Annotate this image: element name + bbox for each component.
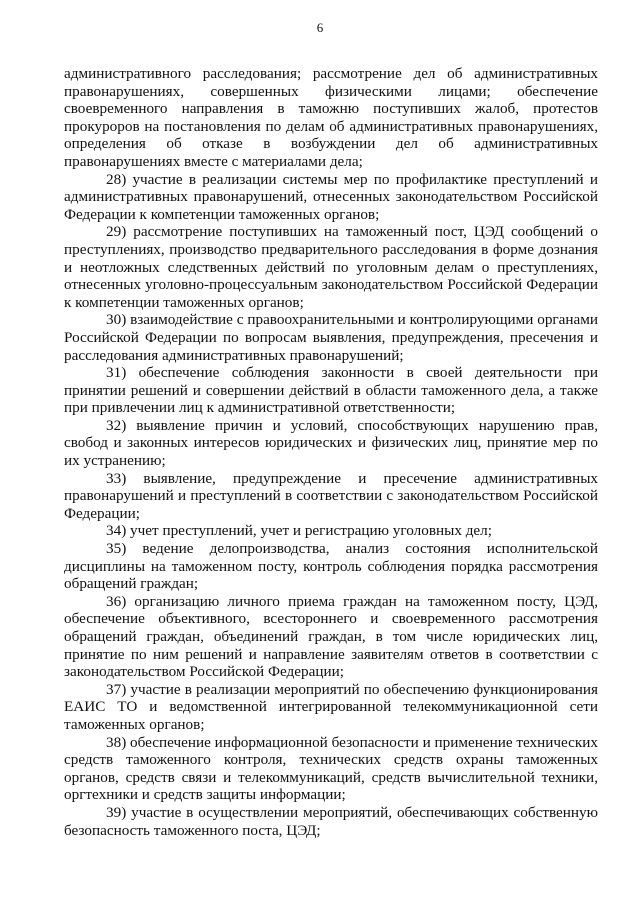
paragraph-item-28: 28) участие в реализации системы мер по профилактике преступлений и административных правонарушений, отнесенных законодательством Российской Федерации к компетенции таможенных органов; <box>64 170 598 223</box>
paragraph-item-39: 39) участие в осуществлении мероприятий, обеспечивающих собственную безопасность таможенного поста, ЦЭД; <box>64 803 598 839</box>
paragraph-item-38: 38) обеспечение информационной безопасности и применение технических средств таможенного контроля, технических средств охраны таможенных органов, средств связи и телекоммуникаций, средств вычислительной техники, оргтехники и средств защиты информации; <box>64 733 598 804</box>
document-body <box>64 65 598 839</box>
paragraph-item-34: 34) учет преступлений, учет и регистрацию уголовных дел; <box>106 522 492 540</box>
paragraph-item-33: 33) выявление, предупреждение и пресечение административных правонарушений и преступлений в соответствии с законодательством Российской Федерации; <box>64 469 598 522</box>
paragraph-item-37: 37) участие в реализации мероприятий по обеспечению функционирования ЕАИС ТО и ведомственной интегрированной телекоммуникационной сети таможенных органов; <box>64 680 598 733</box>
paragraph-item-32: 32) выявление причин и условий, способствующих нарушению прав, свобод и законных интересов юридических и физических лиц, принятие мер по их устранению; <box>64 416 598 470</box>
paragraph-continuation: административного расследования; рассмотрение дел об административных правонарушениях, совершенных физическими лицами; обеспечение своевременного направления в таможню поступивших жалоб, протестов прокуроров на постановления по делам об административных правонарушениях, определения об отказе в возбуждении дел об административных правонарушениях вместе с материалами дела; <box>64 65 598 170</box>
paragraph-item-31: 31) обеспечение соблюдения законности в своей деятельности при принятии решений и совершении действий в области таможенного дела, а также при привлечении лиц к административной ответственности; <box>64 364 598 417</box>
paragraph-item-36: 36) организацию личного приема граждан на таможенном посту, ЦЭД, обеспечение объективного, всестороннего и своевременного рассмотрения обращений граждан, объединений граждан, в том числе юридических лиц, принятие по ним решений и направление заявителям ответов в соответствии с законодательством Российской Федерации; <box>64 592 598 681</box>
page-number: 6 <box>316 20 324 35</box>
paragraph-item-30: 30) взаимодействие с правоохранительными и контролирующими органами Российской Федерации по вопросам выявления, предупреждения, пресечения и расследования административных правонарушений; <box>64 311 598 364</box>
paragraph-item-35: 35) ведение делопроизводства, анализ состояния исполнительской дисциплины на таможенном посту, контроль соблюдения порядка рассмотрения обращений граждан; <box>64 540 598 593</box>
paragraph-item-29: 29) рассмотрение поступивших на таможенный пост, ЦЭД сообщений о преступлениях, производство предварительного расследования в форме дознания и неотложных следственных действий по уголовным делам о преступлениях, отнесенных уголовно-процессуальным законодательством Российской Федерации к компетенции таможенных органов; <box>64 223 598 311</box>
